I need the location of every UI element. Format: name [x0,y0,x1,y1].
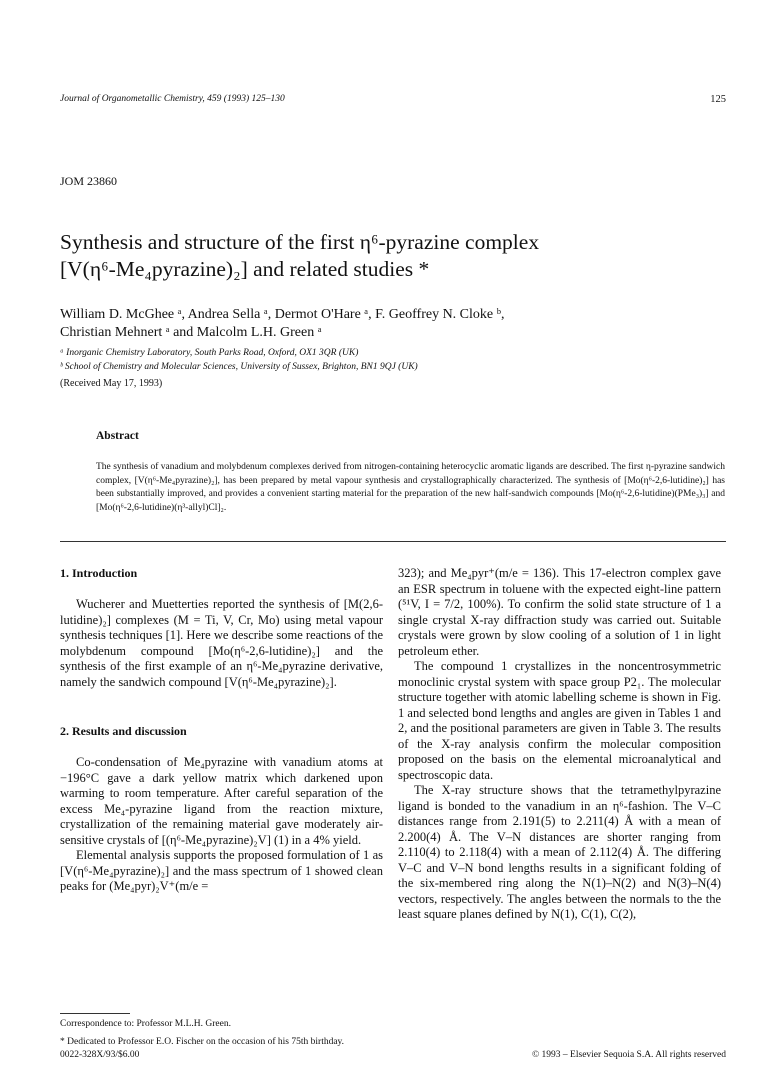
paragraph: Wucherer and Muetterties reported the synthesis of [M(2,6-lutidine)₂] complexes (M = Ti, V, Cr, Mo) using metal vapour synthesis techniques [1]. Here we describe some reactions of the molybdenum compound [Mo(η⁶-2,6-lutidine)₂] and the synthesis of the first example of an η⁶-Me₄pyrazine derivative, namely the sandwich compound [V(η⁶-Me₄pyrazine)₂]. [60,597,383,689]
abstract-heading: Abstract [96,430,139,442]
journal-citation: Journal of Organometallic Chemistry, 459 (1993) 125–130 [60,94,285,104]
page-number: 125 [710,94,726,105]
paragraph: 323); and Me₄pyr⁺(m/e = 136). This 17-electron complex gave an ESR spectrum in toluene with the expected eight-line pattern (⁵¹V, I = 7/2, 100%). To confirm the solid state structure of 1 a single crystal X-ray diffraction study was carried out. Suitable crystals were grown by slow cooling of a solution of 1 in light petroleum ether. [398,566,721,658]
paragraph: The X-ray structure shows that the tetramethylpyrazine ligand is bonded to the vanadium in an η⁶-fashion. The V–C distances range from 2.191(5) to 2.211(4) Å with a mean of 2.200(4) Å. The V–N distances are shorter ranging from 2.110(4) to 2.118(4) with a mean of 2.112(4) Å. The differing V–C and V–N bond lengths results in a significant folding of the six-membered ring along the N(1)–N(2) and N(3)–N(4) vectors, respectively. The angles between the normals to the the least square planes defined by N(1), C(1), C(2), [398,783,721,921]
affiliation-b: ᵇ School of Chemistry and Molecular Sciences, University of Sussex, Brighton, BN1 9QJ (UK) [60,362,418,372]
paragraph: Elemental analysis supports the proposed formulation of 1 as [V(η⁶-Me₄pyrazine)₂] and the mass spectrum of 1 showed clean peaks for (Me₄pyr)₂V⁺(m/e = [60,848,383,893]
jom-number: JOM 23860 [60,174,118,188]
title-line-2: [V(η⁶-Me₄pyrazine)₂] and related studies * [60,257,430,281]
right-column-text [398,566,721,923]
paper-title [60,229,730,283]
footnote-dedication: * Dedicated to Professor E.O. Fischer on the occasion of his 75th birthday. [60,1037,345,1047]
footnote-correspondence: Correspondence to: Professor M.L.H. Green. [60,1019,231,1029]
affiliation-a: ᵃ Inorganic Chemistry Laboratory, South Parks Road, Oxford, OX1 3QR (UK) [60,348,359,358]
issn-price: 0022-328X/93/$6.00 [60,1050,140,1060]
received-date: (Received May 17, 1993) [60,378,163,389]
introduction-text [60,597,383,690]
paragraph: The compound 1 crystallizes in the noncentrosymmetric monoclinic crystal system with space group P2₁. The molecular structure together with atomic labelling scheme is shown in Fig. 1 and selected bond lengths and angles are given in Tables 1 and 2, and the positional parameters are given in Table 3. The results of the X-ray analysis confirm the molecular composition proposed on the basis on the elemental microanalytical and spectroscopic data. [398,659,721,782]
section-divider [60,541,726,542]
author-list [60,306,730,342]
title-line-1: Synthesis and structure of the first η⁶-pyrazine complex [60,230,540,254]
paragraph: Co-condensation of Me₄pyrazine with vanadium atoms at −196°C gave a dark yellow matrix which darkened upon warming to room temperature. After careful separation of the excess Me₄-pyrazine ligand from the reaction mixture, crystallization of the remaining material gave moderately air-sensitive crystals of [(η⁶-Me₄pyrazine)₂V] (1) in a 4% yield. [60,755,383,847]
results-text [60,755,383,895]
abstract-text: The synthesis of vanadium and molybdenum complexes derived from nitrogen-containing heterocyclic aromatic ligands are described. The first η-pyrazine sandwich complex, [V(η⁶-Me₄pyrazine)₂], has been prepared by metal vapour synthesis and crystallographically characterized. The synthesis of [Mo(η⁶-2,6-lutidine)₂] has been substantially improved, and provides a convenient starting material for the preparation of the new half-sandwich compounds [Mo(η⁶-2,6-lutidine)(PMe₃)₃] and [Mo(η⁶-2,6-lutidine)(η³-allyl)Cl]₂. [96,462,725,513]
footnote-divider [60,1013,130,1014]
authors-line-2: Christian Mehnert ᵃ and Malcolm L.H. Green ᵃ [60,325,322,340]
copyright-notice: © 1993 – Elsevier Sequoia S.A. All rights reserved [531,1050,726,1060]
section-heading-introduction: 1. Introduction [60,566,138,580]
section-heading-results: 2. Results and discussion [60,724,187,738]
authors-line-1: William D. McGhee ᵃ, Andrea Sella ᵃ, Dermot O'Hare ᵃ, F. Geoffrey N. Cloke ᵇ, [60,307,505,322]
